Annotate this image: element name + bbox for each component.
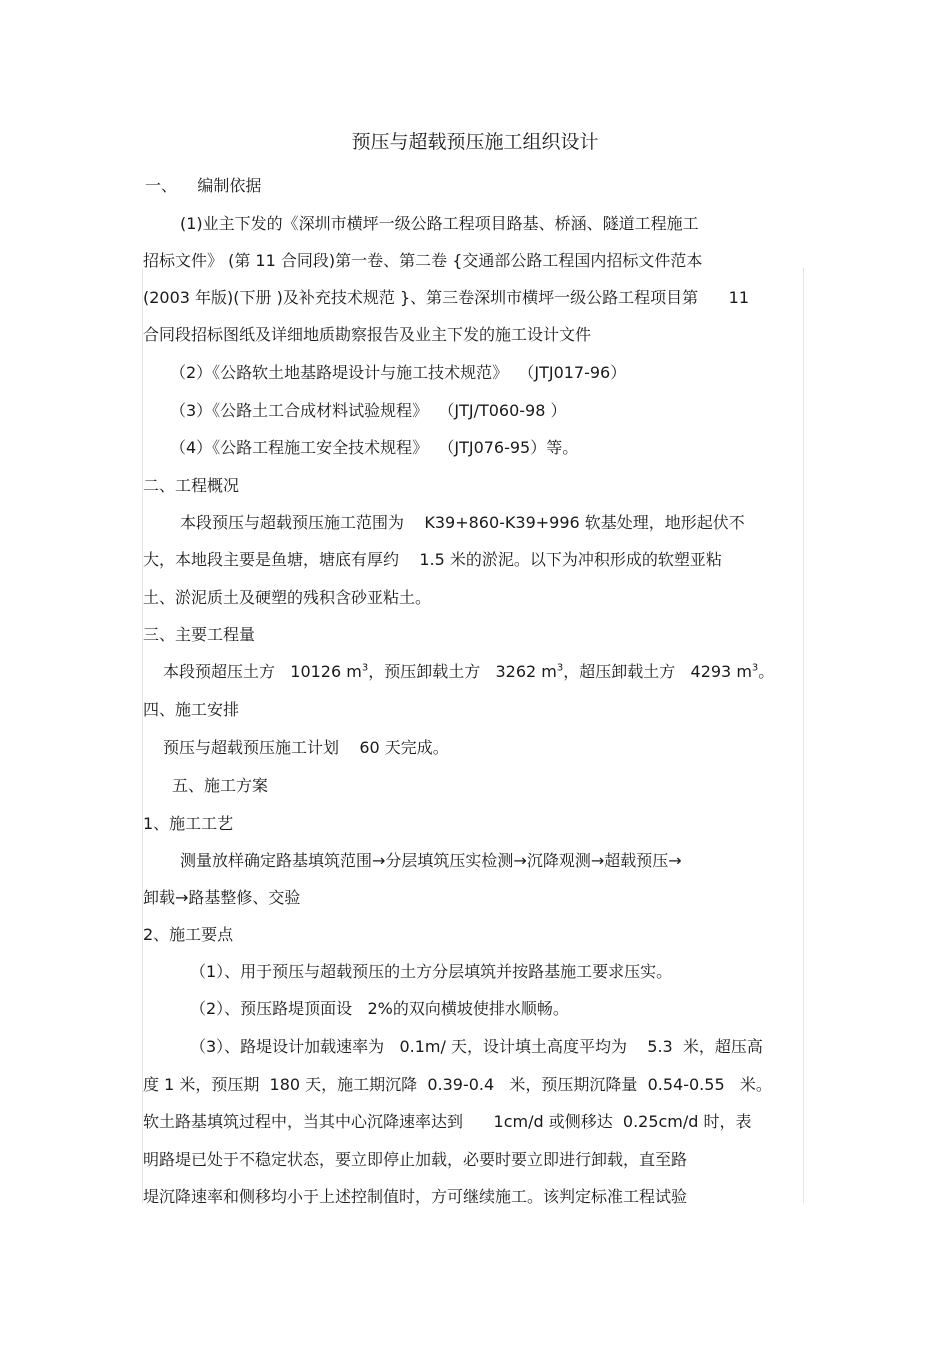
section-heading: 四、施工安排 bbox=[143, 700, 240, 719]
text-line: 测量放样确定路基填筑范围→分层填筑压实检测→沉降观测→超载预压→ bbox=[180, 851, 682, 870]
text-line: 招标文件》 (第 11 合同段)第一卷、第二卷 {交通部公路工程国内招标文件范本 bbox=[143, 251, 703, 270]
text-line: 软土路基填筑过程中，当其中心沉降速率达到 1cm/d 或侧移达 0.25cm/d 时，表 bbox=[143, 1112, 752, 1131]
section-heading: 三、主要工程量 bbox=[143, 625, 256, 644]
text-line: （2）、预压路堤顶面设 2%的双向横坡使排水顺畅。 bbox=[190, 999, 569, 1018]
text-line: （2）《公路软土地基路堤设计与施工技术规范》 （JTJ017-96） bbox=[170, 363, 627, 382]
document-title: 预压与超载预压施工组织设计 bbox=[351, 131, 599, 153]
section-heading: 二、工程概况 bbox=[143, 476, 240, 495]
text-line: 合同段招标图纸及详细地质勘察报告及业主下发的施工设计文件 bbox=[143, 325, 592, 344]
quantity-part: 本段预超压土方 10126 m bbox=[163, 662, 362, 681]
page-frame-right bbox=[803, 268, 804, 1203]
superscript: 3 bbox=[556, 662, 564, 674]
quantities-line bbox=[163, 662, 774, 682]
text-line: 大，本地段主要是鱼塘，塘底有厚约 1.5 米的淤泥。以下为冲积形成的软塑亚粘 bbox=[143, 550, 722, 569]
text-line: 本段预压与超载预压施工范围为 K39+860-K39+996 软基处理，地形起伏不 bbox=[180, 513, 745, 532]
quantity-part: ，超压卸载土方 4293 m bbox=[563, 662, 752, 681]
text-line: 明路堤已处于不稳定状态，要立即停止加载，必要时要立即进行卸载，直至路 bbox=[143, 1150, 688, 1169]
text-line: 度 1 米，预压期 180 天，施工期沉降 0.39-0.4 米，预压期沉降量 0.54-0.55 米。 bbox=[143, 1075, 772, 1094]
text-line: （3）、路堤设计加载速率为 0.1m/ 天，设计填土高度平均为 5.3 米，超压高 bbox=[190, 1037, 763, 1056]
section-heading: 1、施工工艺 bbox=[143, 814, 234, 833]
text-line: （3）《公路土工合成材料试验规程》 （JTJ/T060-98 ） bbox=[170, 401, 567, 420]
section-heading: 五、施工方案 bbox=[172, 776, 269, 795]
text-line: （1）、用于预压与超载预压的土方分层填筑并按路基施工要求压实。 bbox=[190, 962, 673, 981]
text-line: （4）《公路工程施工安全技术规程》 （JTJ076-95）等。 bbox=[170, 438, 579, 457]
superscript: 3 bbox=[361, 662, 369, 674]
page-frame-left bbox=[142, 268, 143, 1203]
text-line: 卸载→路基整修、交验 bbox=[143, 888, 301, 907]
section-heading: 一、 编制依据 bbox=[145, 176, 262, 195]
quantity-part: 。 bbox=[758, 662, 775, 681]
text-line: (2003 年版)(下册 )及补充技术规范 }、第三卷深圳市横坪一级公路工程项目第 11 bbox=[143, 288, 750, 307]
section-heading: 2、施工要点 bbox=[143, 925, 234, 944]
quantity-part: ，预压卸载土方 3262 m bbox=[368, 662, 557, 681]
text-line: 预压与超载预压施工计划 60 天完成。 bbox=[163, 738, 449, 757]
text-line: (1)业主下发的《深圳市横坪一级公路工程项目路基、桥涵、隧道工程施工 bbox=[180, 214, 699, 233]
text-line: 土、淤泥质土及硬塑的残积含砂亚粘土。 bbox=[143, 588, 432, 607]
superscript: 3 bbox=[751, 662, 759, 674]
text-line: 堤沉降速率和侧移均小于上述控制值时，方可继续施工。该判定标准工程试验 bbox=[143, 1187, 688, 1206]
